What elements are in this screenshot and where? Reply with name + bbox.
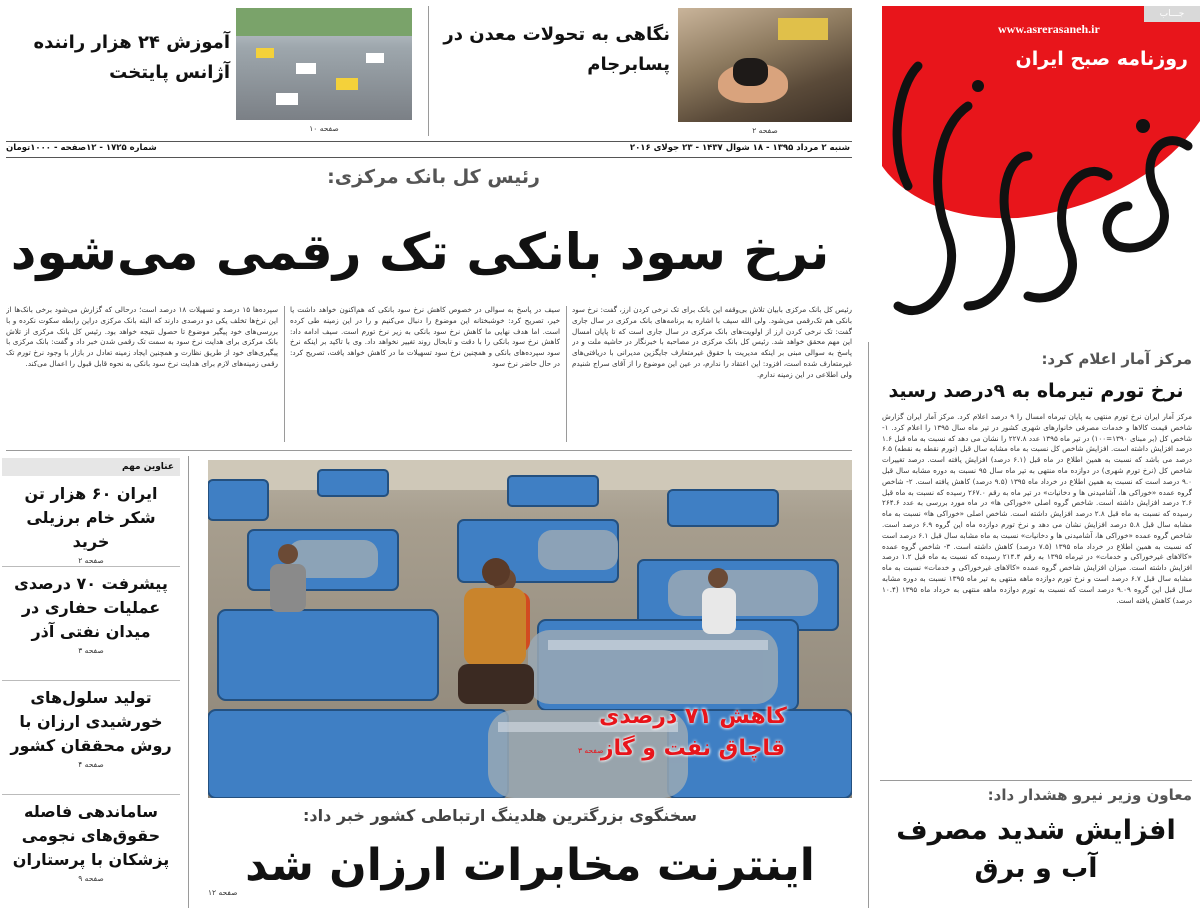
teaser-taxi-page: صفحه ۱۰: [309, 124, 339, 133]
energy-kicker: معاون وزیر نیرو هشدار داد:: [987, 786, 1192, 804]
teaser-mining-photo: [678, 8, 852, 122]
masthead: [858, 6, 1200, 342]
teaser-taxi-title: آموزش ۲۴ هزار راننده آژانس پایتخت: [33, 32, 230, 83]
teaser-mining-page: صفحه ۲: [752, 126, 778, 135]
energy-headline[interactable]: افزایش شدید مصرف آب و برق: [896, 815, 1176, 884]
important-titles: [2, 458, 180, 908]
bottom-kicker: سخنگوی بزرگترین هلدینگ ارتباطی کشور خبر داد:: [302, 806, 698, 825]
photo-story-page: صفحه ۳: [578, 746, 604, 755]
dateline-date: شنبه ۲ مرداد ۱۳۹۵ - ۱۸ شوال ۱۴۳۷ - ۲۳ جولای ۲۰۱۶: [629, 143, 850, 153]
dateline-issue: شماره ۱۷۲۵ - ۱۲صفحه - ۱۰۰۰تومان: [6, 143, 157, 153]
teaser-taxi[interactable]: [6, 6, 426, 140]
lead-column-1: رئیس کل بانک مرکزی بابیان تلاش بی‌وقفه این بانک برای تک نرخی کردن ارز، گفت: نرخ سود بانکی هم تک‌رقمی می‌شود. ولی الله سیف با اشاره به برنامه‌های بانک مرکزی در سال جاری گفت: تک نرخی کردن ارز از اولویت‌های بانک مرکزی در سال جاری است که تا پایان امسال این مهم محقق خواهد شد. رئیس کل بانک مرکزی در مصاحبه با خبرنگار در حاشیه ملت و در پاسخ به سوالی مبنی بر اینکه مدیریت با حقوق غیرمتعارف جایگزین مدیرانی با دریافتی‌های غیرمتعارف شده است، افزود: این اعتقاد را ندارم، در عین این موضوع را از آقای سراج شنیدم ولی اطلاعی در این زمینه ندارم.: [572, 305, 852, 379]
inflation-body: مرکز آمار ایران نرخ تورم منتهی به پایان تیرماه امسال را ۹ درصد اعلام کرد. مرکز آمار ایران گزارش شاخص قیمت کالاها و خدمات مصرفی خانوارهای شهری کشور در تیر ماه سال ۱۳۹۵ را اعلام کرد. ۱- شاخص کل (بر مبنای ۱۳۹۰=۱۰۰) در تیر ماه ۱۳۹۵ عدد ۲۲۷.۸ را نشان می دهد که نسبت به ماه قبل ۱.۶ درصد افزایش داشته است. افزایش شاخص کل نسبت به ماه مشابه سال قبل (تورم نقطه به نقطه) ۶.۵ درصد می باشد که نسبت به همین اطلاع در ماه قبل (۶.۱ درصد) افزایش یافته است. درصد تغییرات شاخص کل (نرخ تورم شهری) در دوازده ماه منتهی به تیر ماه سال ۹۵ نسبت به دوره مشابه سال قبل ۹.۰ درصد است که نسبت به همین اطلاع در خرداد ماه ۱۳۹۵ (۹.۵ درصد) کاهش یافته است. ۲- شاخص گروه عمده «خوراکی ها، آشامیدنی ها و دخانیات» در تیر ماه به رقم ۲۶۷.۰ رسیده که نسبت به ماه قبل ۲.۶ درصد افزایش داشته است. شاخص گروه اصلی «خوراکی ها» در ماه مورد بررسی به عدد ۲۶۴.۶ رسیده که نسبت به ماه قبل ۲.۸ درصد افزایش داشته است. شاخص اصلی «خوراکی ها» نسبت به ماه مشابه سال قبل ۵.۸ درصد افزایش نشان می دهد و نرخ تورم دوازده ماه این گروه ۶.۹ درصد است. شاخص گروه عمده «خوراکی ها، آشامیدنی ها و دخانیات» نسبت به ماه مشابه سال قبل ۶.۱ درصد است که نسبت به همین اطلاع در خرداد ماه ۱۳۹۵ (۷.۵ درصد) کاهش داشته است. ۳- شاخص گروه عمده «کالاهای غیرخوراکی و خدمات» در تیرماه ۱۳۹۵ به رقم ۲۱۴.۴ رسیده که نسبت به ماه قبل ۱.۲ درصد افزایش داشته است. میزان افزایش شاخص گروه عمده «کالاهای غیرخوراکی و خدمات» نسبت به ماه مشابه سال قبل ۶.۷ درصد است و نرخ تورم دوازده ماهه منتهی به تیر ماه ۱۳۹۵ نسبت به دوره مشابه سال قبل این گروه ۹.۰۹ درصد است که نسبت به تورم دوازده ماهه منتهی به خرداد ماه ۱۳۹۵ (۱۰.۴ درصد) کاهش یافته است.: [882, 412, 1192, 605]
bottom-page: صفحه ۱۲: [208, 888, 238, 897]
inflation-headline[interactable]: نرخ تورم تیرماه به ۹درصد رسید: [888, 380, 1184, 402]
important-item[interactable]: [2, 686, 180, 794]
photo-story-caption-line2: قاچاق نفت و گاز: [600, 736, 786, 761]
teaser-taxi-photo: [236, 8, 412, 120]
lead-column-3: سپرده‌ها ۱۵ درصد و تسهیلات ۱۸ درصد است؛ درحالی که گزارش می‌شود برخی بانک‌ها از این نرخ‌ها تخلف یکی دو درصدی دارند که البته بانک مرکزی دراین رابطه سکوت نکرده و با بررسی‌های خود پیگیر موضوع تا حصول نتیجه خواهد بود. رئیس کل بانک مرکزی از تلاش بانک مرکزی برای هدایت نرخ سود به سمت تک رقمی شدن خبر داد و گفت: بانک مرکزی با پیگیری‌های خود از طریق نظارت و همچنین ایجاد زمینه تعادل در بازار با وجود نرخ تورم تک رقمی زمینه‌های لازم برای هدایت نرخ سود بانکی به نحوه قابل قبول را اعمال می‌کند.: [6, 305, 278, 368]
important-item-title: تولید سلول‌های خورشیدی ارزان با روش محققان کشور: [10, 688, 172, 755]
important-item[interactable]: [2, 800, 180, 906]
photo-story[interactable]: [208, 460, 852, 798]
inflation-kicker: مرکز آمار اعلام کرد:: [1041, 350, 1192, 368]
lead-kicker: رئیس کل بانک مرکزی:: [327, 166, 540, 188]
important-item-page: صفحه ۴: [78, 760, 104, 769]
teaser-mining[interactable]: [440, 6, 854, 140]
photo-story-caption-line1: کاهش ۷۱ درصدی: [599, 704, 787, 729]
lead-column-2: سیف در پاسخ به سوالی در خصوص کاهش نرخ سود بانکی که هم‌اکنون خواهد داشت یا خیر، تصریح کرد: خوشبختانه این موضوع را دنبال می‌کنیم و را در این زمینه طی کرده است. اما هدف نهایی ما کاهش نرخ سود بانکی به زیر نرخ تورم است. سیف ادامه داد: کاهش نرخ سود بانکی را با دقت و تابحال روند تغییر نخواهد داد. وی با تاکید بر اینکه نرخ سود سپرده‌های بانکی و همچنین نرخ سود تسهیلات ما در کاهش خواهد یافت، تصریح کرد: در حال حاضر نرخ سود: [290, 305, 560, 368]
important-item[interactable]: [2, 572, 180, 678]
masthead-website[interactable]: www.asrerasaneh.ir: [998, 22, 1100, 36]
important-item-page: صفحه ۲: [78, 556, 104, 565]
important-item-page: صفحه ۹: [78, 874, 104, 883]
important-item-title: ایران ۶۰ هزار تن شکر خام برزیلی خرید: [24, 484, 158, 551]
teaser-mining-title: نگاهی به تحولات معدن در پسابرجام: [443, 24, 670, 75]
important-titles-header: عناوین مهم: [2, 458, 180, 476]
bottom-headline[interactable]: اینترنت مخابرات ارزان شد: [245, 840, 815, 891]
masthead-subtitle: روزنامه صبح ایران: [1015, 48, 1188, 70]
important-item-title: ساماندهی فاصله حقوق‌های نجومی پزشکان با پرستاران: [12, 802, 170, 869]
lead-headline[interactable]: نرخ سود بانکی تک رقمی می‌شود: [10, 223, 830, 281]
important-item-title: پیشرفت ۷۰ درصدی عملیات حفاری در میدان نفتی آذر: [14, 574, 168, 641]
important-item[interactable]: [2, 482, 180, 564]
masthead-corner-label: جـــاب: [1144, 6, 1200, 22]
important-item-page: صفحه ۳: [78, 646, 104, 655]
